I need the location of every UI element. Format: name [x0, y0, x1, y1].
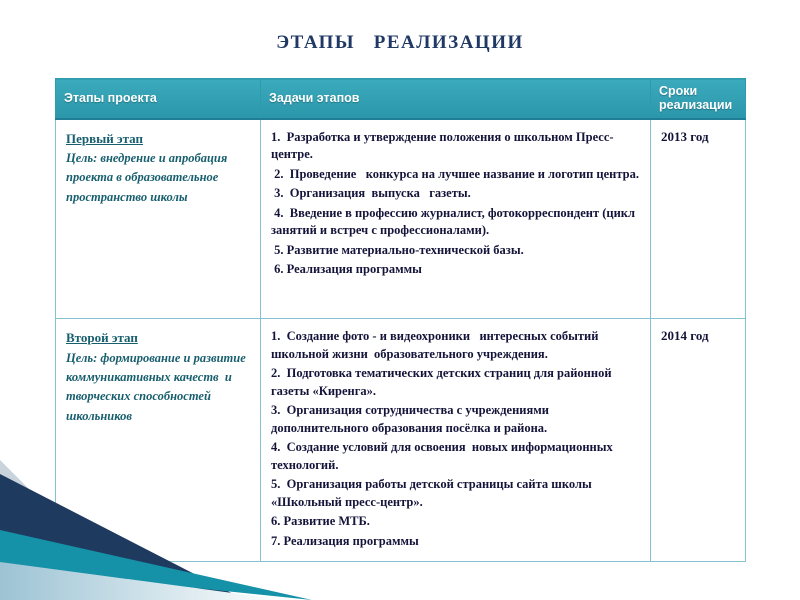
- task-item: 2. Проведение конкурса на лучшее название и логотип центра.: [271, 166, 639, 181]
- term-cell: 2014 год: [651, 319, 746, 562]
- task-item: 1. Создание фото - и видеохроники интересных событий школьной жизни образовательного учреждения.: [271, 329, 602, 361]
- header-stage-tasks: Задачи этапов: [261, 79, 651, 119]
- task-item: 2. Подготовка тематических детских страниц для районной газеты «Киренга».: [271, 366, 618, 398]
- table-row: [56, 119, 746, 319]
- stage-cell: [56, 119, 261, 319]
- header-implementation-terms: Сроки реализации: [651, 79, 746, 119]
- tasks-cell: [261, 119, 651, 319]
- task-item: 5. Организация работы детской страницы сайта школы «Школьный пресс-центр».: [271, 477, 595, 509]
- stage-goal: Цель: внедрение и апробация проекта в образовательное пространство школы: [66, 151, 231, 204]
- task-item: 4. Введение в профессию журналист, фотокорреспондент (цикл занятий и встреч с профессионалами).: [271, 205, 639, 237]
- term-cell: 2013 год: [651, 119, 746, 319]
- slide-title: ЭТАПЫ РЕАЛИЗАЦИИ: [276, 32, 524, 53]
- stage-title: Первый этап: [66, 130, 144, 146]
- task-item: 5. Развитие материально-технической базы.: [271, 242, 524, 257]
- stage-title: Второй этап: [66, 330, 138, 345]
- task-item: 6. Развитие МТБ.: [271, 514, 370, 528]
- table-header-row: [56, 79, 746, 119]
- task-item: 1. Разработка и утверждение положения о школьном Пресс-центре.: [271, 129, 614, 161]
- task-item: 3. Организация выпуска газеты.: [271, 186, 471, 200]
- task-item: 6. Реализация программы: [271, 262, 422, 276]
- task-item: 3. Организация сотрудничества с учреждениями дополнительного образования посёлка и района.: [271, 403, 553, 435]
- corner-ribbon-decoration: [0, 460, 320, 600]
- stage-goal: Цель: формирование и развитие коммуникативных качеств и творческих способностей школьников: [66, 350, 249, 423]
- task-item: 4. Создание условий для освоения новых информационных технологий.: [271, 440, 616, 472]
- task-item: 7. Реализация программы: [271, 533, 419, 548]
- header-project-stages: Этапы проекта: [56, 79, 261, 119]
